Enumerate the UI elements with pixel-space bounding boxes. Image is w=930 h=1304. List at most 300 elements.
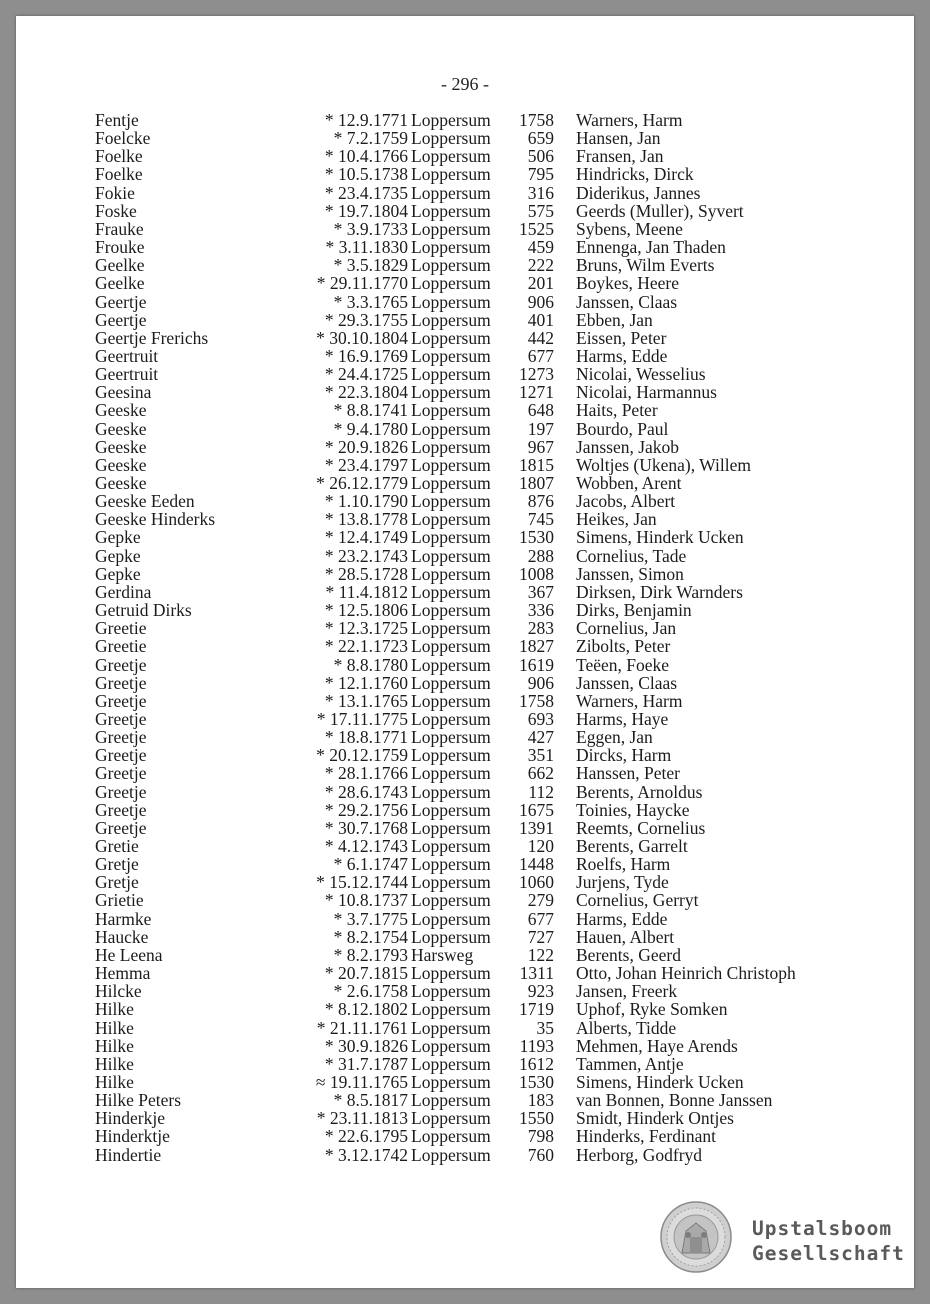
place: Loppersum (411, 436, 491, 457)
parent-name: Janssen, Jakob (576, 436, 680, 457)
birth-date: * 9.4.1780 (333, 418, 408, 439)
parent-name: Bourdo, Paul (576, 418, 669, 439)
register-row (0, 492, 930, 510)
family-number: 1550 (519, 1108, 554, 1129)
birth-date: * 24.4.1725 (324, 364, 408, 385)
register-row (0, 819, 930, 837)
given-name: Hilcke (95, 981, 142, 1002)
family-number: 659 (527, 128, 554, 149)
register-row (0, 420, 930, 438)
parent-name: van Bonnen, Bonne Janssen (576, 1090, 773, 1111)
parent-name: Smidt, Hinderk Ontjes (576, 1108, 734, 1129)
register-row (0, 583, 930, 601)
place: Loppersum (411, 491, 491, 512)
family-number: 367 (527, 581, 554, 602)
register-row (0, 438, 930, 456)
parent-name: Eggen, Jan (576, 727, 653, 748)
parent-name: Uphof, Ryke Somken (576, 999, 728, 1020)
place: Loppersum (411, 128, 491, 149)
birth-date: * 12.1.1760 (324, 672, 408, 693)
given-name: Fokie (95, 182, 135, 203)
place: Loppersum (411, 981, 491, 1002)
given-name: Hilke (95, 1071, 134, 1092)
family-number: 798 (527, 1126, 554, 1147)
register-row (0, 401, 930, 419)
family-number: 760 (527, 1144, 554, 1165)
birth-date: * 7.2.1759 (333, 128, 408, 149)
birth-date: * 8.2.1793 (333, 944, 408, 965)
given-name: Greetje (95, 727, 147, 748)
family-number: 1807 (519, 473, 554, 493)
register-row (0, 1000, 930, 1018)
register-row (0, 365, 930, 383)
family-number: 1530 (519, 527, 554, 548)
birth-date: * 29.3.1755 (324, 309, 408, 330)
place: Loppersum (411, 218, 491, 239)
family-number: 1193 (519, 1035, 554, 1056)
place: Loppersum (411, 654, 491, 675)
register-row (0, 910, 930, 928)
parent-name: Hanssen, Peter (576, 763, 681, 784)
birth-date: * 4.12.1743 (324, 836, 408, 856)
given-name: He Leena (95, 944, 163, 965)
register-row (0, 510, 930, 528)
place: Loppersum (411, 817, 491, 838)
family-number: 401 (527, 309, 554, 330)
place: Loppersum (411, 454, 491, 475)
given-name: Harmke (95, 908, 152, 929)
family-number: 795 (527, 164, 554, 185)
given-name: Greetje (95, 654, 147, 675)
place: Loppersum (411, 309, 491, 330)
family-number: 459 (527, 237, 554, 258)
given-name: Hilke (95, 999, 134, 1020)
register-row (0, 202, 930, 220)
given-name: Gepke (95, 527, 141, 548)
parent-name: Berents, Garrelt (576, 836, 688, 856)
given-name: Haucke (95, 926, 149, 947)
family-number: 1827 (519, 636, 554, 657)
place: Loppersum (411, 727, 491, 748)
birth-date: * 13.8.1778 (324, 509, 408, 530)
parent-name: Ebben, Jan (576, 309, 653, 330)
birth-date: * 18.8.1771 (324, 727, 408, 748)
birth-date: * 3.12.1742 (324, 1144, 408, 1165)
place: Loppersum (411, 273, 491, 294)
birth-date: * 31.7.1787 (324, 1053, 408, 1074)
parent-name: Mehmen, Haye Arends (576, 1035, 738, 1056)
place: Loppersum (411, 110, 491, 130)
given-name: Geesina (95, 382, 152, 403)
place: Loppersum (411, 1090, 491, 1111)
family-number: 967 (527, 436, 554, 457)
given-name: Hinderkje (95, 1108, 165, 1129)
place: Loppersum (411, 200, 491, 221)
family-number: 677 (527, 908, 554, 929)
place: Loppersum (411, 1144, 491, 1165)
family-number: 120 (527, 836, 554, 856)
place: Loppersum (411, 581, 491, 602)
place: Loppersum (411, 926, 491, 947)
place: Loppersum (411, 527, 491, 548)
given-name: Fentje (95, 110, 139, 130)
given-name: Gretje (95, 872, 139, 893)
given-name: Geelke (95, 255, 145, 276)
place: Loppersum (411, 708, 491, 729)
place: Loppersum (411, 963, 491, 984)
brand-name-line1: Upstalsboom (752, 1217, 893, 1240)
parent-name: Harms, Edde (576, 345, 668, 366)
given-name: Gepke (95, 545, 141, 566)
birth-date: * 8.8.1741 (333, 400, 408, 421)
parent-name: Hindricks, Dirck (576, 164, 694, 185)
parent-name: Berents, Arnoldus (576, 781, 703, 802)
place: Loppersum (411, 1035, 491, 1056)
given-name: Greetie (95, 636, 147, 657)
parent-name: Harms, Edde (576, 908, 668, 929)
parent-name: Jacobs, Albert (576, 491, 676, 512)
given-name: Grietie (95, 890, 144, 911)
family-number: 662 (527, 763, 554, 784)
given-name: Geeske Hinderks (95, 509, 216, 530)
given-name: Gretie (95, 836, 139, 856)
birth-date: * 20.7.1815 (324, 963, 408, 984)
place: Loppersum (411, 509, 491, 530)
register-row (0, 746, 930, 764)
birth-date: * 20.12.1759 (316, 745, 408, 766)
register-row (0, 964, 930, 982)
birth-date: * 22.3.1804 (324, 382, 408, 403)
given-name: Greetie (95, 618, 147, 639)
birth-date: * 12.3.1725 (324, 618, 408, 639)
parent-name: Otto, Johan Heinrich Christoph (576, 963, 796, 984)
family-number: 279 (527, 890, 554, 911)
family-number: 1271 (519, 382, 554, 403)
birth-date: * 16.9.1769 (324, 345, 408, 366)
birth-date: * 23.11.1813 (316, 1108, 408, 1129)
place: Loppersum (411, 799, 491, 820)
register-row (0, 1146, 930, 1164)
birth-date: * 3.3.1765 (333, 291, 408, 312)
parent-name: Alberts, Tidde (576, 1017, 677, 1038)
given-name: Gepke (95, 563, 141, 584)
place: Loppersum (411, 600, 491, 621)
parent-name: Cornelius, Jan (576, 618, 677, 639)
birth-date: * 11.4.1812 (325, 581, 408, 602)
parent-name: Warners, Harm (576, 690, 683, 711)
parent-name: Nicolai, Wesselius (576, 364, 706, 385)
given-name: Foske (95, 200, 137, 221)
birth-date: * 8.2.1754 (333, 926, 408, 947)
family-number: 575 (527, 200, 554, 221)
register-row (0, 710, 930, 728)
register-row (0, 1019, 930, 1037)
family-number: 1619 (519, 654, 554, 675)
given-name: Hilke (95, 1053, 134, 1074)
birth-date: * 3.5.1829 (333, 255, 408, 276)
birth-date: * 29.2.1756 (324, 799, 408, 820)
register-row (0, 383, 930, 401)
family-number: 648 (527, 400, 554, 421)
parent-name: Dircks, Harm (576, 745, 672, 766)
register-row (0, 928, 930, 946)
given-name: Geertje Frerichs (95, 327, 209, 348)
register-row (0, 111, 930, 129)
birth-date: * 8.12.1802 (324, 999, 408, 1020)
family-number: 336 (527, 600, 554, 621)
family-number: 1525 (519, 218, 554, 239)
family-number: 197 (527, 418, 554, 439)
place: Loppersum (411, 908, 491, 929)
place: Loppersum (411, 345, 491, 366)
register-row (0, 1037, 930, 1055)
register-row (0, 619, 930, 637)
register-row (0, 329, 930, 347)
family-number: 906 (527, 672, 554, 693)
place: Loppersum (411, 382, 491, 403)
parent-name: Geerds (Muller), Syvert (576, 200, 744, 221)
place: Loppersum (411, 781, 491, 802)
upstalsboom-seal-icon (660, 1201, 732, 1273)
place: Loppersum (411, 763, 491, 784)
parent-name: Wobben, Arent (576, 473, 682, 493)
given-name: Greetje (95, 763, 147, 784)
register-row (0, 656, 930, 674)
parent-name: Berents, Geerd (576, 944, 681, 965)
given-name: Greetje (95, 672, 147, 693)
birth-date: * 2.6.1758 (333, 981, 408, 1002)
register-row (0, 274, 930, 292)
register-row (0, 238, 930, 256)
register-row (0, 565, 930, 583)
given-name: Geeske (95, 436, 147, 457)
birth-date: * 3.11.1830 (325, 237, 408, 258)
birth-date: * 22.6.1795 (324, 1126, 408, 1147)
birth-date: * 12.9.1771 (324, 110, 408, 130)
parent-name: Jurjens, Tyde (576, 872, 669, 893)
parent-name: Zibolts, Peter (576, 636, 671, 657)
place: Loppersum (411, 836, 491, 856)
parent-name: Reemts, Cornelius (576, 817, 706, 838)
birth-date: * 8.8.1780 (333, 654, 408, 675)
family-number: 1612 (519, 1053, 554, 1074)
family-number: 316 (527, 182, 554, 203)
parent-name: Janssen, Claas (576, 291, 678, 312)
given-name: Greetje (95, 745, 147, 766)
place: Loppersum (411, 473, 491, 493)
register-row (0, 982, 930, 1000)
given-name: Greetje (95, 690, 147, 711)
place: Loppersum (411, 1126, 491, 1147)
birth-date: * 12.4.1749 (324, 527, 408, 548)
place: Loppersum (411, 890, 491, 911)
parent-name: Boykes, Heere (576, 273, 680, 294)
birth-date: * 6.1.1747 (333, 854, 408, 875)
place: Loppersum (411, 1108, 491, 1129)
parent-name: Janssen, Claas (576, 672, 678, 693)
family-number: 201 (527, 273, 554, 294)
given-name: Greetje (95, 799, 147, 820)
place: Loppersum (411, 636, 491, 657)
birth-date: * 15.12.1744 (316, 872, 408, 893)
parent-name: Simens, Hinderk Ucken (576, 1071, 744, 1092)
place: Loppersum (411, 255, 491, 276)
parent-name: Roelfs, Harm (576, 854, 671, 875)
place: Loppersum (411, 1017, 491, 1038)
family-number: 112 (528, 781, 554, 802)
family-number: 1311 (519, 963, 554, 984)
register-row (0, 764, 930, 782)
register-row (0, 184, 930, 202)
given-name: Geertje (95, 291, 147, 312)
family-number: 1448 (519, 854, 554, 875)
place: Loppersum (411, 146, 491, 167)
parent-name: Harms, Haye (576, 708, 669, 729)
register-row (0, 891, 930, 909)
family-number: 923 (527, 981, 554, 1002)
family-number: 1060 (519, 872, 554, 893)
family-number: 35 (536, 1017, 554, 1038)
register-row (0, 1073, 930, 1091)
parent-name: Simens, Hinderk Ucken (576, 527, 744, 548)
family-number: 1758 (519, 110, 554, 130)
place: Loppersum (411, 563, 491, 584)
given-name: Geertruit (95, 345, 159, 366)
birth-date: * 28.1.1766 (324, 763, 408, 784)
birth-date: * 23.4.1797 (324, 454, 408, 475)
given-name: Hilke (95, 1035, 134, 1056)
given-name: Frauke (95, 218, 144, 239)
birth-date: * 22.1.1723 (324, 636, 408, 657)
given-name: Hilke Peters (95, 1090, 182, 1111)
family-number: 122 (527, 944, 554, 965)
birth-date: * 10.4.1766 (324, 146, 408, 167)
birth-date: * 20.9.1826 (324, 436, 408, 457)
birth-date: * 30.10.1804 (316, 327, 408, 348)
birth-date: * 21.11.1761 (316, 1017, 408, 1038)
family-number: 351 (527, 745, 554, 766)
given-name: Geeske (95, 418, 147, 439)
given-name: Geeske Eeden (95, 491, 195, 512)
register-row (0, 601, 930, 619)
place: Loppersum (411, 854, 491, 875)
register-row (0, 220, 930, 238)
parent-name: Cornelius, Gerryt (576, 890, 699, 911)
birth-date: * 23.2.1743 (324, 545, 408, 566)
given-name: Geelke (95, 273, 145, 294)
register-row (0, 783, 930, 801)
place: Loppersum (411, 872, 491, 893)
family-number: 745 (527, 509, 554, 530)
family-number: 906 (527, 291, 554, 312)
register-row (0, 456, 930, 474)
family-number: 1758 (519, 690, 554, 711)
register-row (0, 692, 930, 710)
birth-date: * 12.5.1806 (324, 600, 408, 621)
parent-name: Ennenga, Jan Thaden (576, 237, 726, 258)
birth-date: ≈ 19.11.1765 (315, 1071, 408, 1092)
family-number: 288 (527, 545, 554, 566)
family-number: 1719 (519, 999, 554, 1020)
birth-date: * 26.12.1779 (316, 473, 408, 493)
parent-name: Jansen, Freerk (576, 981, 678, 1002)
family-number: 677 (527, 345, 554, 366)
register-row (0, 147, 930, 165)
parent-name: Hauen, Albert (576, 926, 675, 947)
family-number: 183 (527, 1090, 554, 1111)
family-number: 222 (527, 255, 554, 276)
register-row (0, 347, 930, 365)
birth-date: * 8.5.1817 (333, 1090, 408, 1111)
register-row (0, 528, 930, 546)
family-number: 1273 (519, 364, 554, 385)
given-name: Foelke (95, 164, 143, 185)
page-number: - 296 - (441, 74, 489, 94)
birth-date: * 1.10.1790 (324, 491, 408, 512)
family-number: 283 (527, 618, 554, 639)
place: Loppersum (411, 690, 491, 711)
family-number: 693 (527, 708, 554, 729)
place: Harsweg (411, 944, 474, 965)
place: Loppersum (411, 364, 491, 385)
birth-date: * 28.5.1728 (324, 563, 408, 584)
register-row (0, 855, 930, 873)
given-name: Geeske (95, 454, 147, 475)
given-name: Foelcke (95, 128, 151, 149)
birth-date: * 3.7.1775 (333, 908, 408, 929)
brand-name-line2: Gesellschaft (752, 1242, 905, 1265)
given-name: Greetje (95, 781, 147, 802)
parent-name: Fransen, Jan (576, 146, 664, 167)
parent-name: Herborg, Godfryd (576, 1144, 703, 1165)
given-name: Geertruit (95, 364, 159, 385)
parent-name: Nicolai, Harmannus (576, 382, 717, 403)
place: Loppersum (411, 164, 491, 185)
place: Loppersum (411, 237, 491, 258)
given-name: Greetje (95, 817, 147, 838)
parent-name: Woltjes (Ukena), Willem (576, 454, 751, 475)
place: Loppersum (411, 999, 491, 1020)
family-number: 427 (527, 727, 554, 748)
place: Loppersum (411, 672, 491, 693)
place: Loppersum (411, 545, 491, 566)
place: Loppersum (411, 418, 491, 439)
parent-name: Haits, Peter (576, 400, 658, 421)
parent-name: Hinderks, Ferdinant (576, 1126, 716, 1147)
register-row (0, 873, 930, 891)
register-row (0, 129, 930, 147)
place: Loppersum (411, 327, 491, 348)
family-number: 506 (527, 146, 554, 167)
given-name: Geeske (95, 400, 147, 421)
given-name: Hilke (95, 1017, 134, 1038)
birth-date: * 13.1.1765 (324, 690, 408, 711)
register-row (0, 728, 930, 746)
family-number: 1008 (519, 563, 554, 584)
given-name: Hemma (95, 963, 151, 984)
birth-date: * 30.9.1826 (324, 1035, 408, 1056)
register-row (0, 311, 930, 329)
parent-name: Tammen, Antje (576, 1053, 684, 1074)
parent-name: Cornelius, Tade (576, 545, 687, 566)
parent-name: Eissen, Peter (576, 327, 667, 348)
parent-name: Warners, Harm (576, 110, 683, 130)
place: Loppersum (411, 291, 491, 312)
birth-date: * 29.11.1770 (316, 273, 408, 294)
family-number: 876 (527, 491, 554, 512)
register-row (0, 801, 930, 819)
register-row (0, 474, 930, 492)
